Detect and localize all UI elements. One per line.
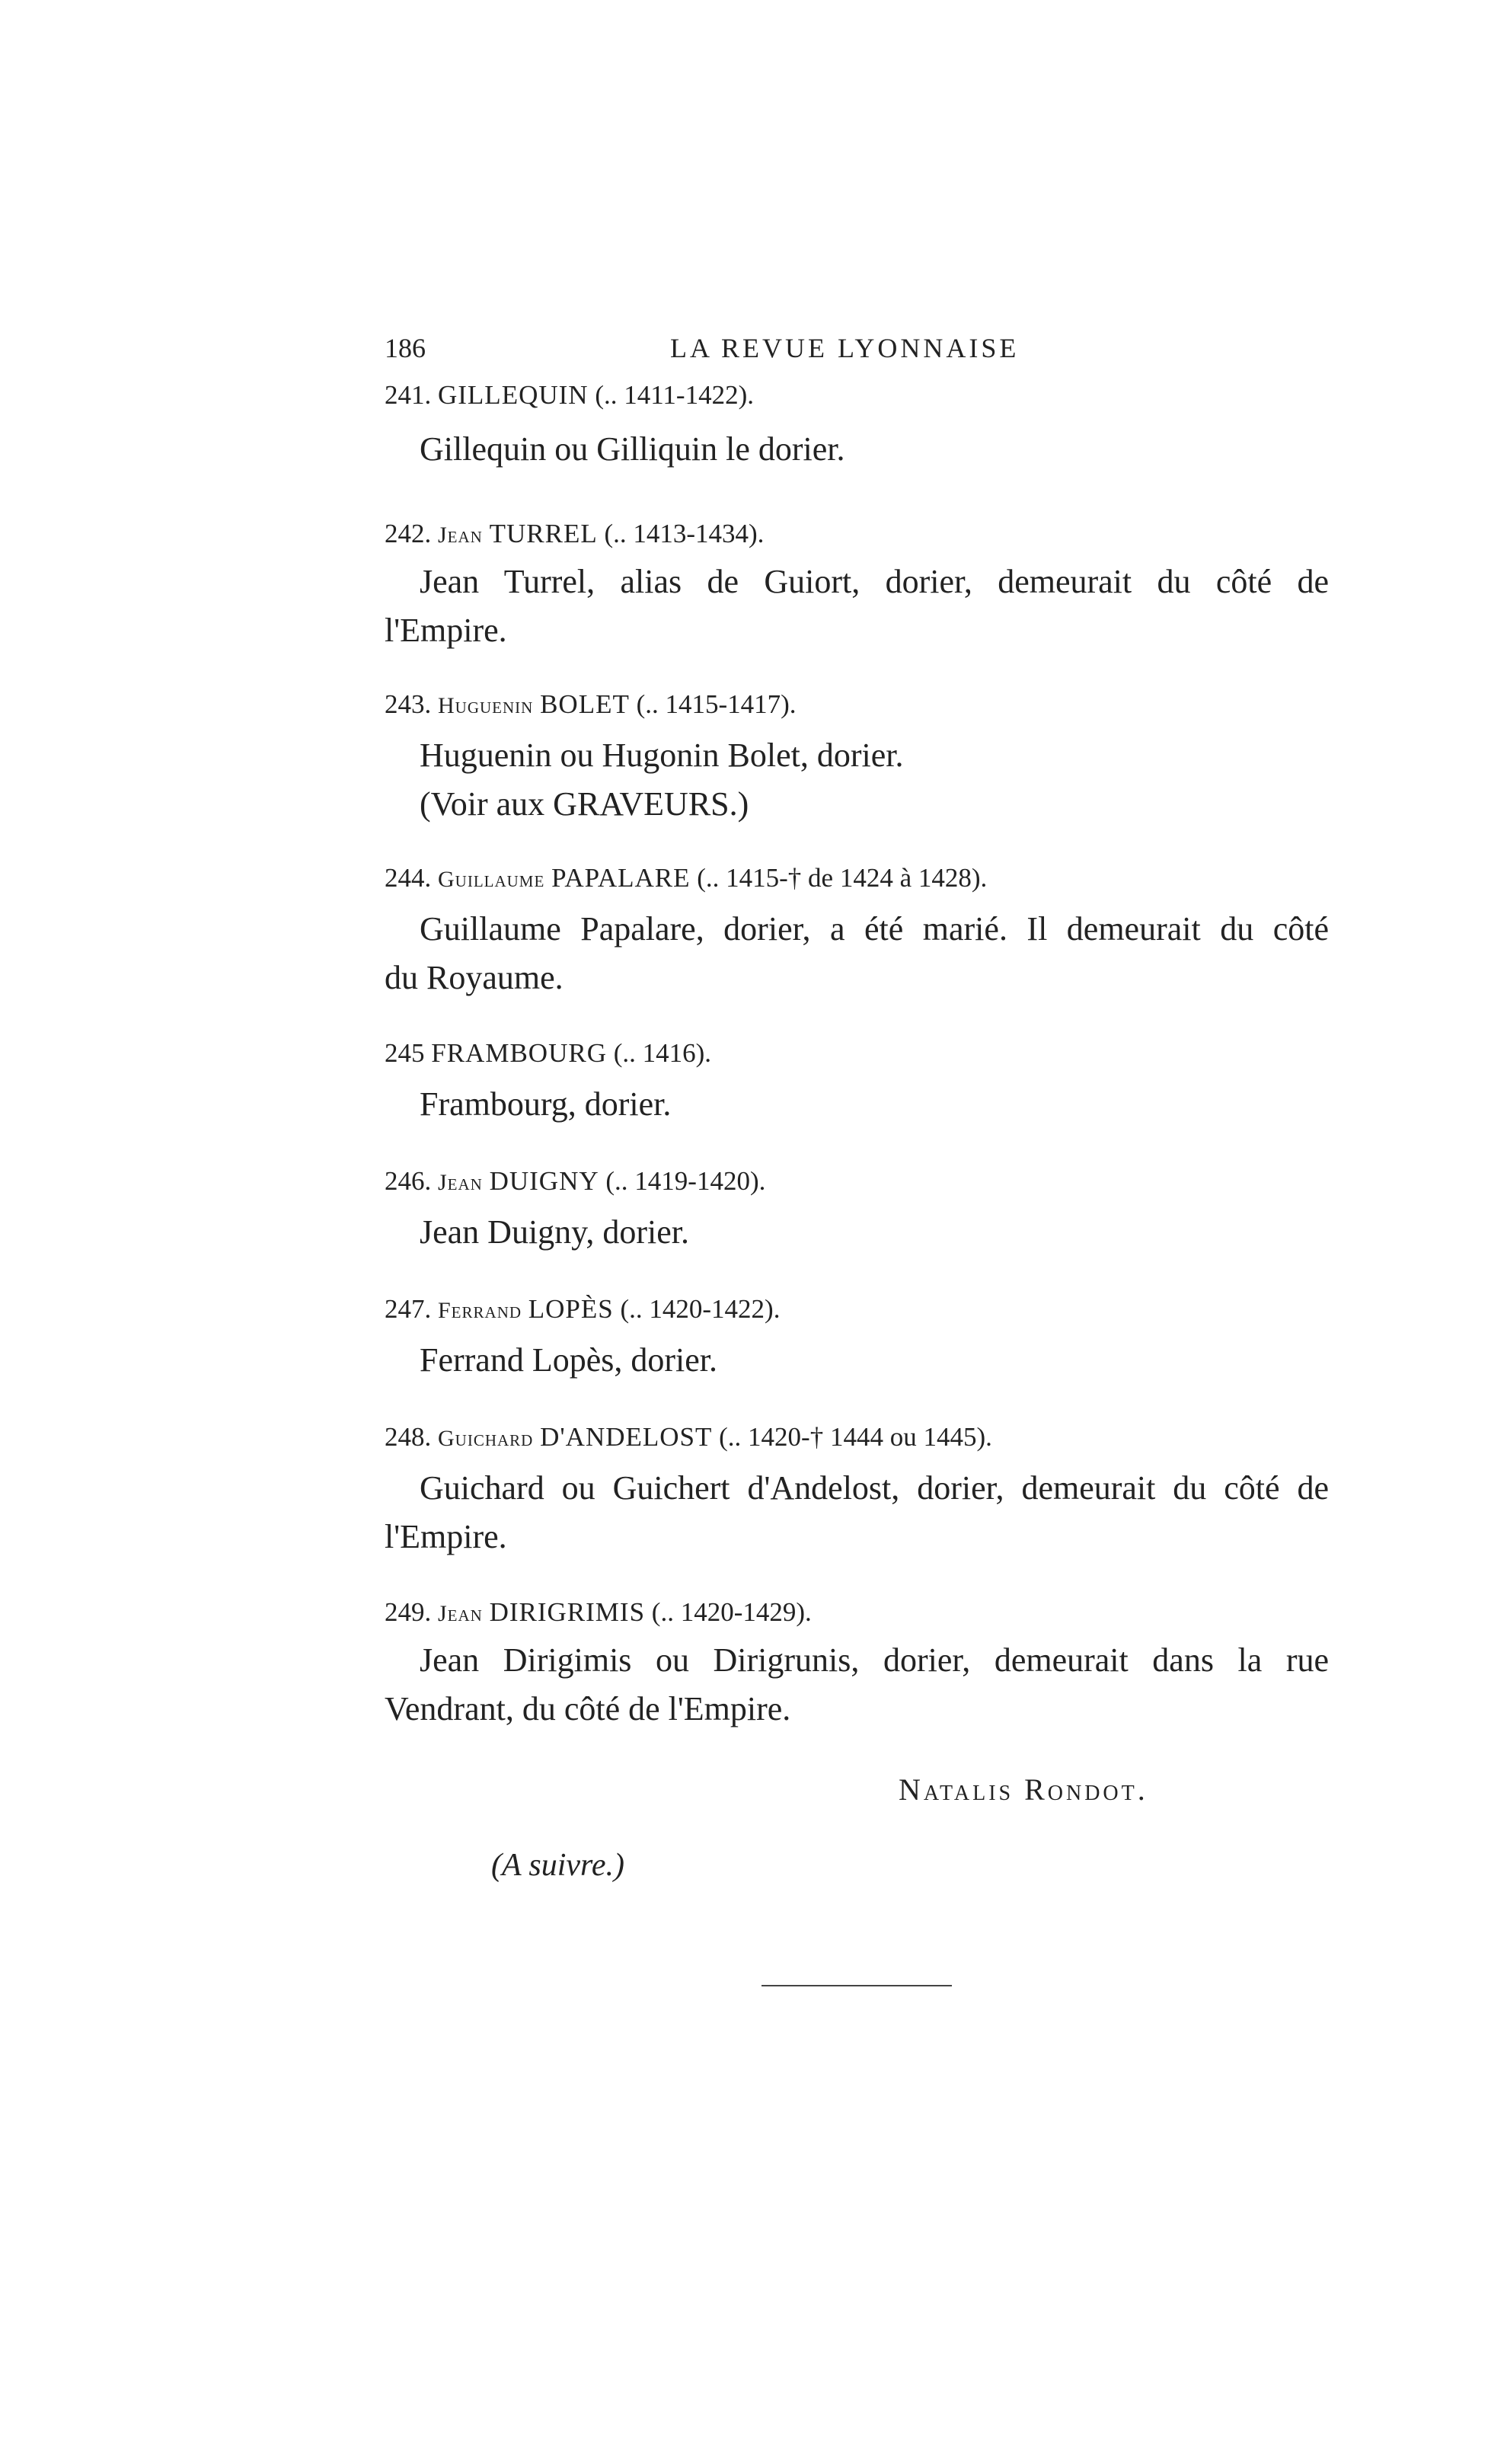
entry-line: du Royaume. <box>385 959 564 996</box>
entry-body-245 <box>385 1080 1329 1129</box>
entry-first-name: Guillaume <box>438 867 545 892</box>
entry-dates: (.. 1420-† 1444 ou 1445). <box>719 1422 992 1452</box>
entry-line: Jean Dirigimis ou Dirigrunis, dorier, demeurait dans la rue <box>420 1641 1329 1679</box>
entry-heading-244 <box>385 861 987 897</box>
entry-body-241 <box>385 425 1329 474</box>
entry-line: Guillaume Papalare, dorier, a été marié. Il demeurait du côté <box>420 910 1329 948</box>
page-number: 186 <box>385 333 426 363</box>
entry-dates: (.. 1419-1420). <box>605 1166 766 1196</box>
entry-first-name: Guichard <box>438 1426 534 1451</box>
entry-body-242 <box>385 558 1329 655</box>
entry-surname: DIRIGRIMIS <box>489 1597 646 1627</box>
entry-line: Jean Turrel, alias de Guiort, dorier, demeurait du côté de <box>420 563 1329 600</box>
entry-number: 248. <box>385 1422 432 1452</box>
entry-dates: (.. 1415-† de 1424 à 1428). <box>697 863 988 893</box>
page-header <box>385 329 1032 367</box>
author-signature: Natalis Rondot. <box>899 1772 1148 1807</box>
entry-surname: TURREL <box>489 519 598 548</box>
entry-line: Guichard ou Guichert d'Andelost, dorier, demeurait du côté de <box>420 1469 1329 1507</box>
entry-number: 241. <box>385 380 432 410</box>
entry-dates: (.. 1420-1429). <box>651 1597 812 1627</box>
entry-dates: (.. 1413-1434). <box>604 519 765 548</box>
entry-first-name: Jean <box>438 523 483 548</box>
entry-surname: GILLEQUIN <box>438 380 589 410</box>
to-be-continued-note: (A suivre.) <box>491 1848 624 1883</box>
running-head: LA REVUE LYONNAISE <box>670 333 1020 363</box>
entry-body-243 <box>385 731 1329 829</box>
entry-dates: (.. 1415-1417). <box>636 689 797 719</box>
entry-number: 242. <box>385 519 432 548</box>
entry-heading-245 <box>385 1036 711 1071</box>
entry-line: Jean Duigny, dorier. <box>420 1213 689 1251</box>
entry-number: 244. <box>385 863 432 893</box>
entry-heading-246 <box>385 1164 765 1200</box>
entry-line: l'Empire. <box>385 612 507 649</box>
entry-first-name: Jean <box>438 1601 483 1626</box>
entry-number: 243. <box>385 689 432 719</box>
entry-number: 249. <box>385 1597 432 1627</box>
entry-first-name: Jean <box>438 1170 483 1195</box>
entry-line: (Voir aux GRAVEURS.) <box>420 785 749 823</box>
entry-surname: LOPÈS <box>528 1294 614 1324</box>
entry-heading-242 <box>385 516 764 553</box>
entry-line: Vendrant, du côté de l'Empire. <box>385 1690 791 1727</box>
entry-heading-243 <box>385 687 797 724</box>
entry-body-248 <box>385 1464 1329 1561</box>
entry-dates: (.. 1420-1422). <box>620 1294 781 1324</box>
entry-body-246 <box>385 1208 1329 1257</box>
entry-dates: (.. 1411-1422). <box>595 380 754 410</box>
entry-line: Ferrand Lopès, dorier. <box>420 1341 717 1379</box>
entry-number: 245 <box>385 1038 425 1068</box>
entry-body-249 <box>385 1636 1329 1734</box>
entry-line: Gillequin ou Gilliquin le dorier. <box>420 430 845 468</box>
entry-number: 247. <box>385 1294 432 1324</box>
entry-heading-249 <box>385 1595 812 1631</box>
entry-number: 246. <box>385 1166 432 1196</box>
entry-surname: FRAMBOURG <box>431 1038 607 1068</box>
entry-surname: PAPALARE <box>551 863 691 893</box>
entry-first-name: Ferrand <box>438 1298 522 1323</box>
entry-first-name: Huguenin <box>438 693 534 718</box>
entry-surname: DUIGNY <box>489 1166 599 1196</box>
entry-line: Huguenin ou Hugonin Bolet, dorier. <box>420 737 904 774</box>
entry-heading-241 <box>385 378 754 413</box>
entry-line: l'Empire. <box>385 1518 507 1555</box>
end-rule <box>761 1985 952 1986</box>
entry-body-244 <box>385 905 1329 1002</box>
entry-surname: D'ANDELOST <box>540 1422 713 1452</box>
entry-body-247 <box>385 1336 1329 1385</box>
entry-surname: BOLET <box>540 689 630 719</box>
entry-heading-247 <box>385 1292 780 1328</box>
entry-dates: (.. 1416). <box>613 1038 712 1068</box>
entry-heading-248 <box>385 1420 992 1456</box>
entry-line: Frambourg, dorier. <box>420 1085 672 1123</box>
